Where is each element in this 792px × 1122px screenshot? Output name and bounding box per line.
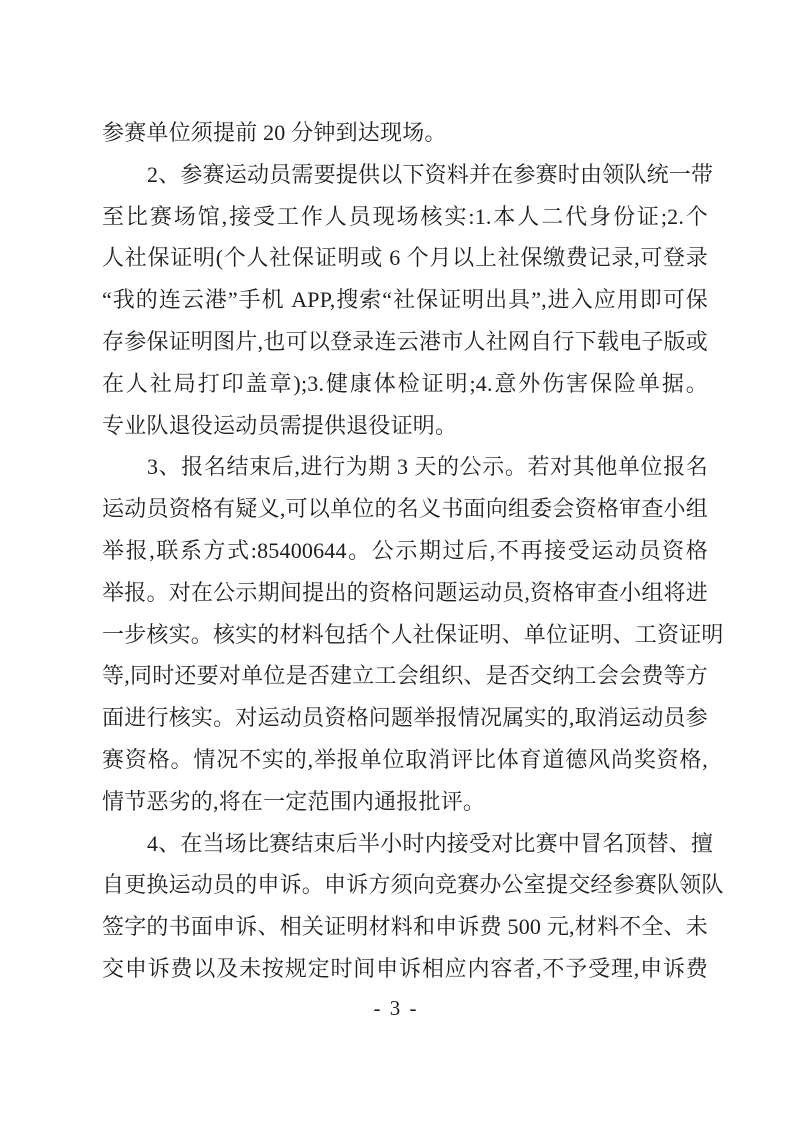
text-line: 4、在当场比赛结束后半小时内接受对比赛中冒名顶替、擅 bbox=[147, 830, 714, 856]
text-line: 一步核实。核实的材料包括个人社保证明、单位证明、工资证明 bbox=[102, 621, 724, 647]
page-number: - 3 - bbox=[373, 996, 419, 1020]
text-line: 交申诉费以及未按规定时间申诉相应内容者,不予受理,申诉费 bbox=[102, 955, 708, 981]
text-line: 赛资格。情况不实的,举报单位取消评比体育道德风尚奖资格, bbox=[102, 746, 708, 772]
text-line: 举报,联系方式:85400644。公示期过后,不再接受运动员资格 bbox=[102, 537, 708, 563]
text-line: 参赛单位须提前 20 分钟到达现场。 bbox=[102, 120, 447, 145]
document-body bbox=[102, 112, 724, 990]
text-line: “我的连云港”手机 APP,搜索“社保证明出具”,进入应用即可保 bbox=[102, 287, 708, 313]
text-line: 运动员资格有疑义,可以单位的名义书面向组委会资格审查小组 bbox=[102, 496, 708, 522]
text-line: 存参保证明图片,也可以登录连云港市人社网自行下载电子版或 bbox=[102, 328, 708, 354]
page-footer bbox=[0, 997, 792, 1019]
text-line: 至比赛场馆,接受工作人员现场核实:1.本人二代身份证;2.个 bbox=[102, 203, 708, 229]
text-line: 等,同时还要对单位是否建立工会组织、是否交纳工会会费等方 bbox=[102, 663, 708, 689]
text-line: 专业队退役运动员需提供退役证明。 bbox=[102, 412, 458, 438]
text-line: 签字的书面申诉、相关证明材料和申诉费 500 元,材料不全、未 bbox=[102, 914, 708, 940]
text-line: 人社保证明(个人社保证明或 6 个月以上社保缴费记录,可登录 bbox=[102, 245, 708, 271]
text-line: 2、参赛运动员需要提供以下资料并在参赛时由领队统一带 bbox=[147, 161, 714, 187]
text-line: 3、报名结束后,进行为期 3 天的公示。若对其他单位报名 bbox=[147, 454, 708, 480]
text-line: 情节恶劣的,将在一定范围内通报批评。 bbox=[102, 788, 486, 814]
text-line: 面进行核实。对运动员资格问题举报情况属实的,取消运动员参 bbox=[102, 705, 708, 731]
text-line: 自更换运动员的申诉。申诉方须向竞赛办公室提交经参赛队领队 bbox=[102, 872, 724, 898]
text-line: 举报。对在公示期间提出的资格问题运动员,资格审查小组将进 bbox=[102, 579, 708, 605]
text-line: 在人社局打印盖章);3.健康体检证明;4.意外伤害保险单据。 bbox=[102, 370, 708, 396]
